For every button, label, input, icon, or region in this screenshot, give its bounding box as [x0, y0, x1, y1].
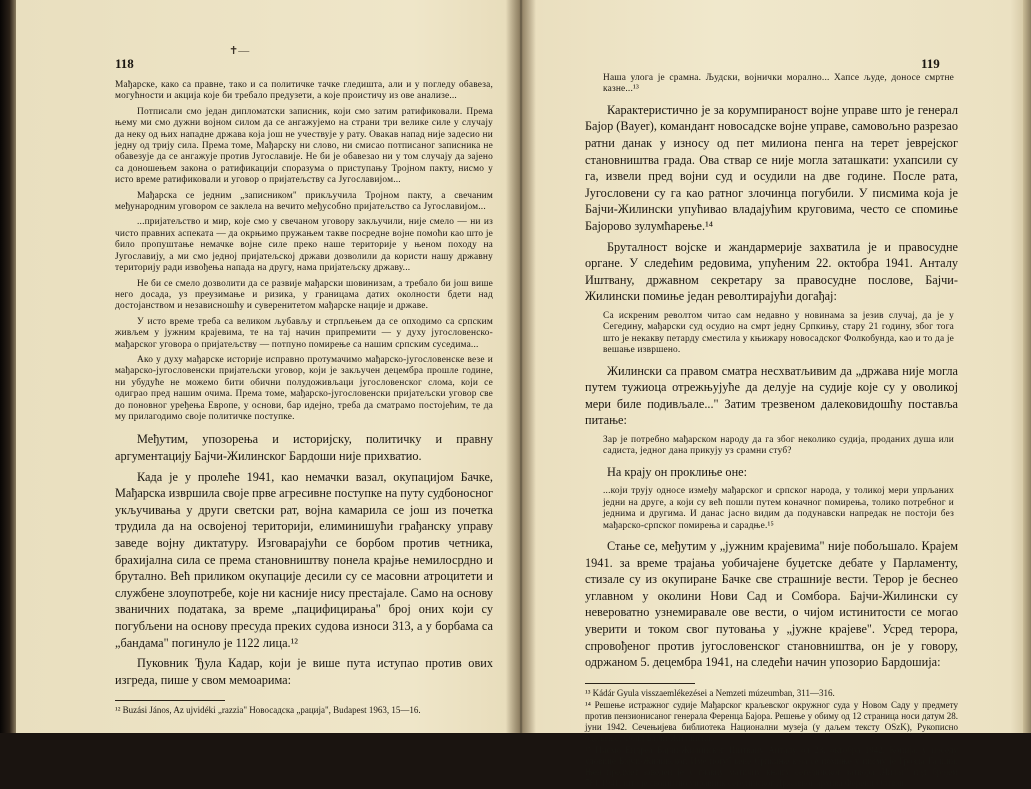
quote-paragraph: Ако у духу мађарске историје исправно протумачимо мађарско-југословенске везе и мађарско-југословенски пријатељски уговор, који је закључен децембра прошле године, ни убудуће не можемо бити обични полудоживљаци југословенског слома, који се одиграо пред нашим очима. Према томе, мађарско-југословенски пријатељски уговор све до поновног уређења Европе, у основи, бар идејно, треба да сматрамо постојећим, те да му прилагодимо своје политичке поступке.	[115, 354, 493, 422]
page-number: 118	[115, 56, 134, 71]
quote-paragraph: Мађарске, како са правне, тако и са политичке тачке гледишта, али и у погледу обавеза, могућности и акција које би требало предузети, а које проистичу из ове анализе...	[115, 80, 493, 102]
right-page	[528, 0, 1023, 788]
footnote: ¹² Buzási János, Az ujvidéki „razzia" Новосадска „рација", Budapest 1963, 15—16.	[115, 705, 421, 716]
left-page-edge	[0, 0, 16, 733]
quote-paragraph: Зар је потребно мађарском народу да га због неколико судија, проданих душа или садиста, једног дана прикују уз срамни стуб?	[603, 434, 954, 457]
quote-paragraph: Мађарска се једним „записником" прикључила Тројном пакту, а свечаним међународним уговором се заклела на вечито међусобно пријатељство са Југославијом...	[115, 190, 493, 213]
quote-paragraph: ...који трују односе између мађарског и српског народа, у толикој мери упрљаних једни на друге, а који су већ пошли путем коначног помирења, толико потребног и једнима и другима. И данас јасно видим да подунавски напредак не постоји без мађарско-српског помирења и сарадње.¹⁵	[603, 486, 954, 531]
quote-paragraph: Не би се смело дозволити да се развије мађарски шовинизам, а требало би још више него досада, уз преузимање и ризика, у границама датих околности бдети над достојанством и независношћу и суверенитетом мађарске нације и државе.	[115, 278, 493, 312]
body-paragraph: Стање се, међутим у „јужним крајевима" није побољшало. Крајем 1941. за време трајања уобичајене буџетске дебате у Парламенту, стизале су из окупиране Бачке све страшније вести. Терор је беснео углавном у околини Нови Сад и Сомбора. Бајчи-Жилински су невероватно узнемиравале ове вести, о чијом истинитости се могао уверити и током свог путовања у „јужне крајеве". Усред терора, спровођеног против југословенског становништва, он је у говору, одржаном 5. децембра 1941, на следећи начин упозорио Бардошија:	[585, 538, 958, 670]
footnote: ¹⁵ Писмо Ендреа Бајчи-Жилинског Иштвану Анталу од 23. октобра 1942. Копија, у поседу удовице Бајчи-Жилинског. Име погубљене Српкиње која се помиње у писму је Гроздa Гајшин. Њен предмет заведен је у главну матичну књигу сегединског затвора „Чилаг" под бројем 781/1941, што је свошптио управник сегединског Државног архива Ференц Олтван.	[585, 744, 958, 788]
right-text-column	[585, 73, 958, 789]
quote-paragraph: У исто време треба са великом љубављу и стрпљењем да се опходимо са српским живљем у јужним крајевима, те на тај начин припремити — у духу југословенско-мађарског уговора о пријатељству — потпуно помирење са нашим српским суседима...	[115, 316, 493, 350]
footnote-rule	[115, 700, 225, 701]
footnote-rule	[585, 683, 695, 684]
footnote: ¹³ Kádár Gyula visszaemlékezései a Nemzeti múzeumban, 311—316.	[585, 687, 835, 698]
quote-paragraph: Са искреним револтом читао сам недавно у новинама за језив случај, да је у Сегедину, мађарски суд осудио на смрт једну Српкињу, стару 21 годину, због тога што је некакву петарду сместила у књижару новосадског Фолкобунда, као и то да је вешање извршено.	[603, 310, 954, 356]
body-paragraph: Бруталност војске и жандармерије захватила је и правосудне органе. У следећим редовима, упућеним 22. октобра 1941. Анталу Иштвану, државном секретару за правосудне послове, Бајчи-Жилински помиње један револтирајући догађај:	[585, 239, 958, 304]
quote-paragraph: Наша улога је срамна. Људски, војнички морално... Хапсе људе, доносе смртне казне...¹³	[603, 73, 954, 95]
body-paragraph: На крају он проклиње оне:	[607, 464, 748, 479]
body-paragraph: Међутим, упозорења и историјску, политичку и правну аргументацију Бајчи-Жилинског Бардоши није прихватио.	[115, 432, 493, 463]
body-paragraph: Пуковник Ђула Кадар, који је више пута иступао против ових изгреда, пише у свом мемоарима:	[115, 656, 493, 687]
pencil-mark: ✝—	[229, 45, 250, 57]
page-number: 119	[921, 56, 940, 71]
left-page	[16, 0, 516, 733]
quote-paragraph: ...пријатељство и мир, које смо у свечаном уговору закључили, није смело — ни из чисто правних аспеката — да окрњимо пружањем такве посредне војне помоћи као што је било пропуштање немачке војне силе преко наше територије у њеном походу на Југославију, а ми смо једној пријатељској држави дозволили да користи нашу државну територију ради извођења напада на другу, нама пријатељску државу...	[115, 217, 493, 274]
right-page-edge	[1023, 0, 1031, 733]
body-paragraph: Жилински са правом сматра несхватљивим да „држава није могла путем тужиоца отрежњујуће да делује на судије које су у оволикој мери биле подивљале..." Затим трезвеном далековидошћу поставља питање:	[585, 363, 958, 428]
quote-paragraph: Потписали смо један дипломатски записник, који смо затим ратификовали. Према њему ми смо дужни војном силом да се ангажујемо на страни три велике силе у случају да неку од њих нападне држава која још не учествује у рату. Овакав напад није задесио ни једну од трију сила. Према томе, Мађарску ни слово, ни смисао потписаног записника не обавезује да се ангажује против Југославије. Не би је обавезао ни у том случају да зајено са доношењем закона о ратификацији споразума о приступању Тројном пакту, нисмо у исто време ратификовали и уговор о пријатељству са Југославијом...	[115, 106, 493, 186]
body-paragraph: Када је у пролеће 1941, као немачки вазал, окупацијом Бачке, Мађарска извршила своје прве агресивне поступке на путу судбоносног укључивања у други светски рат, војна камарила се још из почетка трудила да на освојеној територији, елиминишући грађанску управу заведе војну диктатуру. Изговарајући се борбом против четника, брахијална сила се према становништву понела крајње немилосрдно и брутално. Већ приликом окупације десили су се масовни атроцитети и службене злоупотребе, које ни касније нису престајале. Само на основу званичних података, за време „пацифицирања" број оних који су погубљени на основу пресуда преких судова износи 313, а у борбама са „бандама" погинуло је 1122 лица.¹²	[115, 469, 493, 650]
body-paragraph: Карактеристично је за корумпираност војне управе што је генерал Бајор (Bayer), командант новосадске војне управе, самовољно разрезао ратни данак у износу од пет милиона пенга на терет јеврејског становништва града. Ова ствар се није могла заташкати: ухапсили су га, извели пред војни суд и осудили на две године. После рата, Југословени су га као ратног злочинца погубили. У писмима која је Бајчи-Жилински упућивао владајућим круговима, често се спомиње Бајорово зулумћарење.¹⁴	[585, 102, 959, 233]
left-text-column	[115, 80, 493, 716]
footnote: ¹⁴ Решење истражног судије Мађарског краљевског окружног суда у Новом Саду у предмету против пензионисаног генерала Ференца Бајора. Решење у обиму од 12 страница носи датум 28. јуни 1942. Сечењијева библиотека Национални музеја (у даљем тексту OSzK), Рукописно одељење, Фонд Бајчи-Жилински.	[585, 699, 958, 743]
